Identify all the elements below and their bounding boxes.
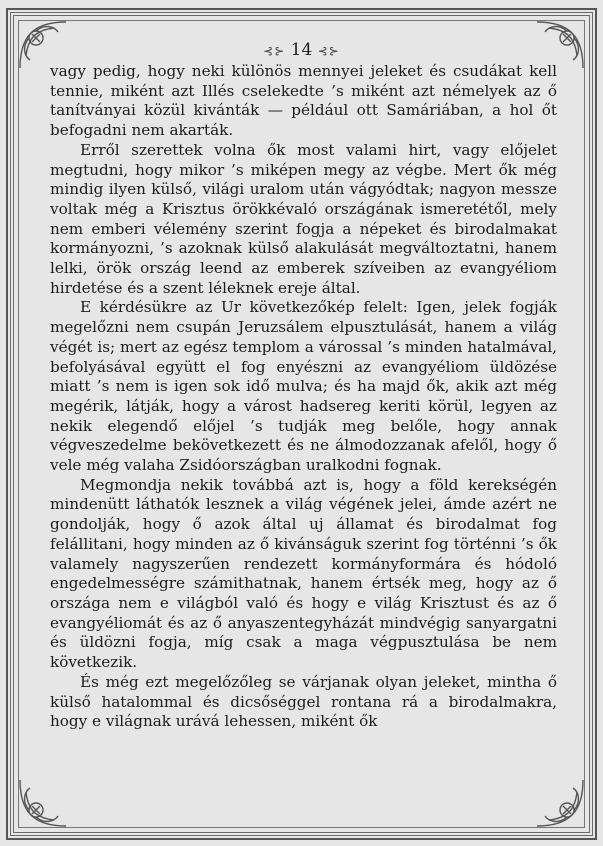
header-ornament-left-icon: ⊰⊱ bbox=[263, 44, 286, 58]
paragraph: És még ezt megelőzőleg se várjanak olyan jeleket, mintha ő külső hatalommal és dicsőséggel rontana rá a birodalmakra, hogy e világnak urává lehessen, miként ők bbox=[50, 672, 557, 731]
body-text bbox=[50, 62, 557, 732]
paragraph: Erről szerettek volna ők most valami hirt, vagy előjelet megtudni, hogy mikor ’s miképen megy az végbe. Mert ők még mindig ilyen külső, világi uralom után vágyódtak; nagyon messze voltak még a Krisztus örökkévaló országának ismeretétől, mely nem emberi vélemény szerint fogja a népeket és birodalmakat kormányozni, ’s azoknak külső alakulását megváltoztatni, hanem lelki, örök ország leend az emberek szíveiben az evangyéliom hirdetése és a szent léleknek ereje által. bbox=[50, 140, 557, 297]
page-number: 14 bbox=[290, 40, 313, 60]
page-header bbox=[0, 40, 603, 60]
corner-ornament-icon bbox=[14, 774, 72, 832]
paragraph: vagy pedig, hogy neki különös mennyei jeleket és csudákat kell tennie, miként azt Illés cselekedte ’s miként azt némelyek az ő tanítványai közül kivánták — például ott Samáriában, a hol őt befogadni nem akarták. bbox=[50, 62, 557, 140]
paragraph: E kérdésükre az Ur következőkép felelt: Igen, jelek fogják megelőzni nem csupán Jeruzsálem elpusztulását, hanem a világ végét is; mert az egész templom a várossal ’s minden hatalmával, befolyásával együtt el fog enyészni az evangyéliom üldözése miatt ’s nem is igen sok idő mulva; és ha majd ők, akik azt még megérik, látják, hogy a várost hadsereg keriti körül, legyen az nekik elegendő előjel ’s tudják meg belőle, hogy annak végveszedelme bekövetkezett és ne álmodozzanak afelől, hogy ő vele még valaha Zsidóországban uralkodni fognak. bbox=[50, 298, 557, 475]
header-ornament-right-icon: ⊰⊱ bbox=[317, 44, 340, 58]
paragraph: Megmondja nekik továbbá azt is, hogy a föld kerekségén mindenütt láthatók lesznek a világ végének jelei, ámde azért ne gondolják, hogy ő azok által uj államat és birodalmat fog felállitani, hogy minden az ő kivánságuk szerint fog történni ’s ők valamely nagyszerűen rendezett kormányformára és hódoló engedelmességre számithatnak, hanem értsék meg, hogy az ő országa nem e világból való és hogy e világ Krisztust és az ő evangyéliomát és az ő anyaszentegyházát mindvégig sanyargatni és üldözni fogja, míg csak a maga végpusztulása be nem következik. bbox=[50, 475, 557, 672]
corner-ornament-icon bbox=[531, 774, 589, 832]
